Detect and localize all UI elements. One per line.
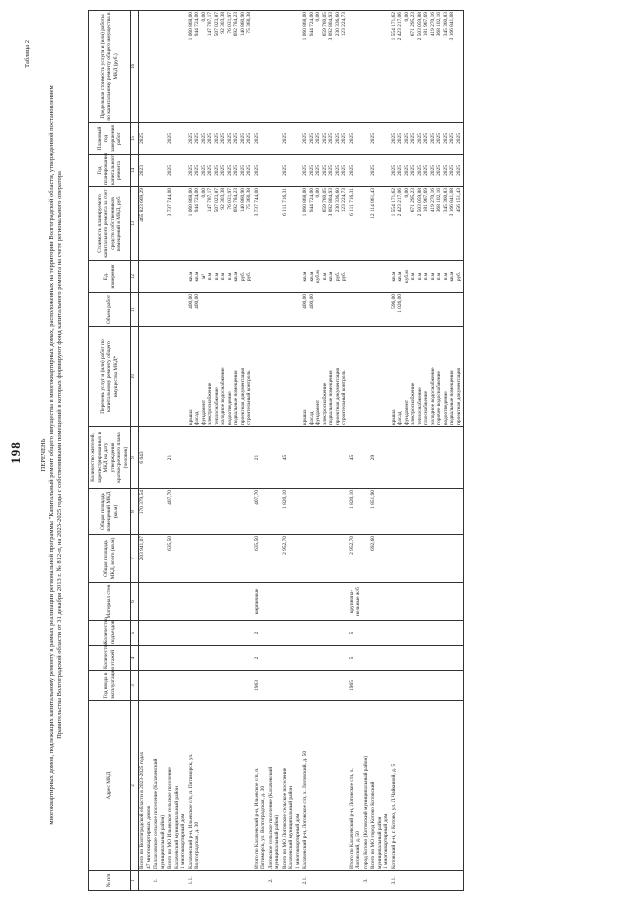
floors-cell [302,646,349,671]
col-header: Количество жителей, зарегистрированных в МКД на дату утверждения краткосрочного плана (человек) [89,427,131,489]
page-number: 198 [8,441,23,464]
col-header: Плановый год завершения работ [89,123,131,155]
year-plan-cell: 2025 2025 2025 2025 2025 2025 2025 2025 2025 2025 [187,155,253,187]
residents-cell [362,427,370,489]
year-cell [138,671,153,701]
table-row [281,11,302,891]
col-header: Общая площадь МКД, всего (кв.м) [89,535,131,583]
entrances-cell [302,621,349,646]
units-cell: кв.м кв.м куб.м п.м п.м п.м п.м п.м п.м кв.м руб. [390,261,463,293]
units-cell [167,261,188,293]
floors-cell: 5 [348,646,362,671]
volume-cell [362,293,370,327]
year-plan-cell: 2025 [281,155,302,187]
floors-cell [362,646,370,671]
year-end-cell: 2025 [167,123,188,155]
units-cell [370,261,391,293]
row-number [370,871,391,891]
walls-cell: кирпичные [253,583,267,621]
floors-cell: 2 [253,646,267,671]
col-number: 6 [131,583,139,621]
column-number-row [131,11,139,891]
year-cell [167,671,188,701]
entrances-cell [138,621,153,646]
entrances-cell: 2 [253,621,267,646]
year-plan-cell: 2025 [370,155,391,187]
entrances-cell [390,621,463,646]
floors-cell [267,646,281,671]
row-number: 3. [362,871,370,891]
units-cell [348,261,362,293]
address-cell: Калачевский р-н, Логовское с/п, х. Логовский, д. 50 [302,701,349,871]
col-number: 8 [131,489,139,535]
works-cell: крыша фасад фундамент электроснабжение теплоснабжение газоснабжение холодное водоснабжение горячее водоснабжение водоотведение подвальные помещения проектная документация [390,327,463,427]
table-row [370,11,391,891]
area-rooms-cell [362,489,370,535]
row-number: 2.1. [302,871,349,891]
houses-register-table [88,10,464,891]
year-end-cell [267,123,281,155]
floors-cell [390,646,463,671]
entrances-cell [267,621,281,646]
row-number [253,871,267,891]
residents-cell [390,427,463,489]
col-number: 14 [131,155,139,187]
area-rooms-cell: 1 820,10 [281,489,302,535]
units-cell [153,261,167,293]
walls-cell [281,583,302,621]
area-total-cell: 635,50 [167,535,188,583]
table-label: Таблица 2 [24,40,31,68]
table-row [362,11,370,891]
cost-cell: 6 111 716,31 [348,187,362,261]
row-number [167,871,188,891]
row-number [281,871,302,891]
col-header: № п/п [89,871,131,891]
works-cell [153,327,167,427]
works-cell [267,327,281,427]
address-cell: город Котово (Котовский муниципальный район) [362,701,370,871]
units-cell: кв.м кв.м м³ п.м п.м п.м п.м кв.м руб. руб. [187,261,253,293]
walls-cell [390,583,463,621]
floors-cell [281,646,302,671]
entrances-cell [362,621,370,646]
limit-cell [362,11,370,123]
works-cell [370,327,391,427]
year-plan-cell: 2023 [138,155,153,187]
units-cell [267,261,281,293]
col-number: 1 [131,871,139,891]
area-rooms-cell [302,489,349,535]
year-cell [281,671,302,701]
area-rooms-cell: 170 379,54 [138,489,153,535]
year-plan-cell: 2025 [167,155,188,187]
works-cell: крыша фасад фундамент электроснабжение теплоснабжение холодное водоснабжение водоотведение подвальные помещения проектная документация строительный контроль [187,327,253,427]
table-row [138,11,153,891]
row-number: 2. [267,871,281,891]
document-subtitle-line: многоквартирных домов, подлежащих капитальному ремонту в рамках реализации региональной программы "Капитальный ремонт общего имущества в многоквартирных домах, расположенных на территории Волгоградской области, утвержденной постановлением [47,85,55,825]
entrances-cell [370,621,391,646]
table-row [187,11,253,891]
units-cell [362,261,370,293]
year-end-cell: 2025 2025 2025 2025 2025 2025 2025 [302,123,349,155]
cost-cell: 1 554 171,62 2 423 217,06 0,00 671 295,23 2 503 059,88 181 967,69 419 270,16 368 102,16 345 360,83 3 166 841,08 456 151,43 [390,187,463,261]
document-subtitle-line: Правительства Волгоградской области от 31 декабря 2013 г. № 812-п, на 2023-2025 годы с собственниками помещений в которых формируют фонд капитального ремонта на счете регионального оператора [55,171,63,739]
cost-cell [362,187,370,261]
area-rooms-cell: 407,70 [167,489,188,535]
residents-cell [267,427,281,489]
walls-cell [187,583,253,621]
residents-cell: 45 [348,427,362,489]
col-number: 10 [131,327,139,427]
table-row [253,11,267,891]
volume-cell [167,293,188,327]
floors-cell [138,646,153,671]
works-cell: крыша фасад фундамент электроснабжение подвальные помещения проектная документация строительный контроль [302,327,349,427]
col-number: 2 [131,701,139,871]
year-cell [362,671,370,701]
entrances-cell: 5 [348,621,362,646]
walls-cell [302,583,349,621]
residents-cell: 29 [370,427,391,489]
residents-cell: 21 [253,427,267,489]
year-end-cell: 2025 [281,123,302,155]
area-total-cell: 635,50 [253,535,267,583]
col-header: Объем работ [89,293,131,327]
year-end-cell: 2025 2025 2025 2025 2025 2025 2025 2025 2025 2025 2025 [390,123,463,155]
limit-cell: 1 060 868,00 944 724,00 0,00 659 760,05 3 092 804,93 230 336,60 123 224,73 [302,11,349,123]
row-number: 1. [153,871,167,891]
year-plan-cell: 2025 2025 2025 2025 2025 2025 2025 2025 2025 2025 2025 [390,155,463,187]
cost-cell: 3 737 744,00 [253,187,267,261]
volume-cell: 400,00 400,00 [187,293,253,327]
year-cell [302,671,349,701]
area-total-cell: 2 952,70 [348,535,362,583]
year-end-cell: 2025 [348,123,362,155]
address-cell: Логовское сельское поселение (Калачевский муниципальный район) [267,701,281,871]
volume-cell [281,293,302,327]
address-cell: Всего по МО Логовское сельское поселение Калачевский муниципальный район 1 многоквартирный дом [281,701,302,871]
col-header: Год ввода в эксплуатацию [89,671,131,701]
year-cell: 1963 [253,671,267,701]
table-row [153,11,167,891]
walls-cell: крупнопа- нельные ж/б [348,583,362,621]
cost-cell: 6 111 716,31 [281,187,302,261]
col-header: Ед. измерения [89,261,131,293]
volume-cell [153,293,167,327]
area-rooms-cell [187,489,253,535]
entrances-cell [187,621,253,646]
table-row [302,11,349,891]
col-header: Предельная стоимость услуги и (или) работы по капитальному ремонту общего имущества в МКД (руб.) [89,11,131,123]
area-total-cell: 692,60 [370,535,391,583]
residents-cell [153,427,167,489]
table-row [390,11,463,891]
col-number: 4 [131,646,139,671]
area-total-cell [362,535,370,583]
address-cell: Котовский р-н, г. Котово, ул. Л.Чайкиной, д. 5 [390,701,463,871]
walls-cell [167,583,188,621]
cost-cell: 465 823 669,29 [138,187,153,261]
cost-cell [267,187,281,261]
volume-cell: 400,00 400,00 [302,293,349,327]
year-plan-cell [267,155,281,187]
area-rooms-cell: 1 820,10 [348,489,362,535]
limit-cell [167,11,188,123]
units-cell: кв.м кв.м куб.м п.м кв.м руб. руб. [302,261,349,293]
volume-cell [138,293,153,327]
address-cell: Всего по МО город Котово Котовский муниципальный район 1 многоквартирный дом [370,701,391,871]
year-plan-cell [153,155,167,187]
address-cell: Палласовское сельское поселение (Калачевский муниципальный район) [153,701,167,871]
year-end-cell: 2025 2025 2025 2025 2025 2025 2025 2025 2025 2025 [187,123,253,155]
area-rooms-cell: 1 851,90 [370,489,391,535]
table-row [267,11,281,891]
table-row [167,11,188,891]
table-header-row [89,11,131,891]
year-end-cell: 2025 [253,123,267,155]
col-header: Перечень услуг и (или) работ по капитальному ремонту общего имущества МКД* [89,327,131,427]
year-cell [187,671,253,701]
address-cell: Всего по Волгоградской области в 2023-2025 годах 47 многоквартирных домов [138,701,153,871]
walls-cell [153,583,167,621]
col-header: Стоимость планируемого капитального ремонта за счет средств собственников помещений в МКД, руб. [89,187,131,261]
limit-cell [370,11,391,123]
cost-cell: 1 060 868,00 944 724,00 0,00 147 787,17 507 023,87 92 303,38 76 031,97 692 784,23 140 860,90 75 360,38 [187,187,253,261]
walls-cell [267,583,281,621]
works-cell [253,327,267,427]
address-cell: Калачевский р-н, Ильевское с/п, п. Пятиморск, ул. Волгоградская, д. 30 [187,701,253,871]
volume-cell [370,293,391,327]
entrances-cell [281,621,302,646]
walls-cell [370,583,391,621]
works-cell [167,327,188,427]
area-rooms-cell [267,489,281,535]
col-number: 5 [131,621,139,646]
col-header: Год планирования капитального ремонта [89,155,131,187]
col-header: Материал стен [89,583,131,621]
residents-cell [187,427,253,489]
volume-cell [253,293,267,327]
col-number: 16 [131,11,139,123]
area-total-cell: 2 952,70 [281,535,302,583]
row-number: 3.1. [390,871,463,891]
cost-cell: 3 737 744,00 [167,187,188,261]
area-rooms-cell: 407,70 [253,489,267,535]
address-cell: Итого по Калачевский р-н, Ильевское с/п, п. Пятиморск, ул. Волгоградская, д. 30 [253,701,267,871]
year-plan-cell: 2025 [348,155,362,187]
floors-cell [370,646,391,671]
col-number: 15 [131,123,139,155]
volume-cell [348,293,362,327]
walls-cell [362,583,370,621]
col-header: Количество подъездов [89,621,131,646]
col-header: Адрес МКД [89,701,131,871]
year-plan-cell: 2025 [253,155,267,187]
entrances-cell [167,621,188,646]
units-cell [281,261,302,293]
col-header: Общая площадь помещений МКД (кв.м) [89,489,131,535]
year-plan-cell [362,155,370,187]
year-end-cell [362,123,370,155]
year-end-cell: 2025 [370,123,391,155]
volume-cell [267,293,281,327]
year-cell [390,671,463,701]
area-rooms-cell [390,489,463,535]
row-number [348,871,362,891]
address-cell: Всего по МО Ильевское сельское поселение Калачевский муниципальный район 1 многоквартирный дом [167,701,188,871]
col-number: 13 [131,187,139,261]
area-total-cell [390,535,463,583]
floors-cell [187,646,253,671]
floors-cell [153,646,167,671]
cost-cell: 12 114 061,43 [370,187,391,261]
row-number [138,871,153,891]
limit-cell: 1 060 868,00 944 724,00 0,00 147 787,17 507 023,87 92 303,38 76 031,97 692 784,23 140 860,90 75 360,38 [187,11,253,123]
year-cell [370,671,391,701]
col-number: 9 [131,427,139,489]
floors-cell [167,646,188,671]
area-total-cell [153,535,167,583]
document-title: ПЕРЕЧЕНЬ [40,438,47,472]
limit-cell [138,11,153,123]
col-number: 11 [131,293,139,327]
works-cell [138,327,153,427]
residents-cell: 6 043 [138,427,153,489]
residents-cell: 21 [167,427,188,489]
year-cell: 1965 [348,671,362,701]
works-cell [281,327,302,427]
units-cell [138,261,153,293]
entrances-cell [153,621,167,646]
col-number: 3 [131,671,139,701]
limit-cell [281,11,302,123]
limit-cell: 1 554 171,62 2 423 217,06 0,00 671 295,23 2 503 059,88 181 967,69 419 270,16 368 102,16 345 360,83 3 166 841,08 [390,11,463,123]
residents-cell: 45 [281,427,302,489]
year-cell [153,671,167,701]
year-end-cell [153,123,167,155]
area-total-cell [267,535,281,583]
year-plan-cell: 2025 2025 2025 2025 2025 2025 2025 [302,155,349,187]
works-cell [348,327,362,427]
document-header [40,25,63,885]
residents-cell [302,427,349,489]
walls-cell [138,583,153,621]
table-body [138,11,463,891]
limit-cell [267,11,281,123]
year-cell [267,671,281,701]
area-rooms-cell [153,489,167,535]
table-row [348,11,362,891]
units-cell [253,261,267,293]
address-cell: Итого по Калачевский р-н, Логовское с/п, х. Логовский, д. 50 [348,701,362,871]
col-number: 12 [131,261,139,293]
area-total-cell [302,535,349,583]
year-end-cell: 2025 [138,123,153,155]
cost-cell: 1 060 868,00 944 724,00 0,00 659 760,05 3 092 804,93 230 336,60 123 224,73 [302,187,349,261]
col-number: 7 [131,535,139,583]
limit-cell [253,11,267,123]
limit-cell [153,11,167,123]
row-number: 1.1. [187,871,253,891]
limit-cell [348,11,362,123]
cost-cell [153,187,167,261]
area-total-cell: 203 941,07 [138,535,153,583]
col-header: Количество этажей [89,646,131,671]
area-total-cell [187,535,253,583]
volume-cell: 596,00 1 026,00 [390,293,463,327]
works-cell [362,327,370,427]
